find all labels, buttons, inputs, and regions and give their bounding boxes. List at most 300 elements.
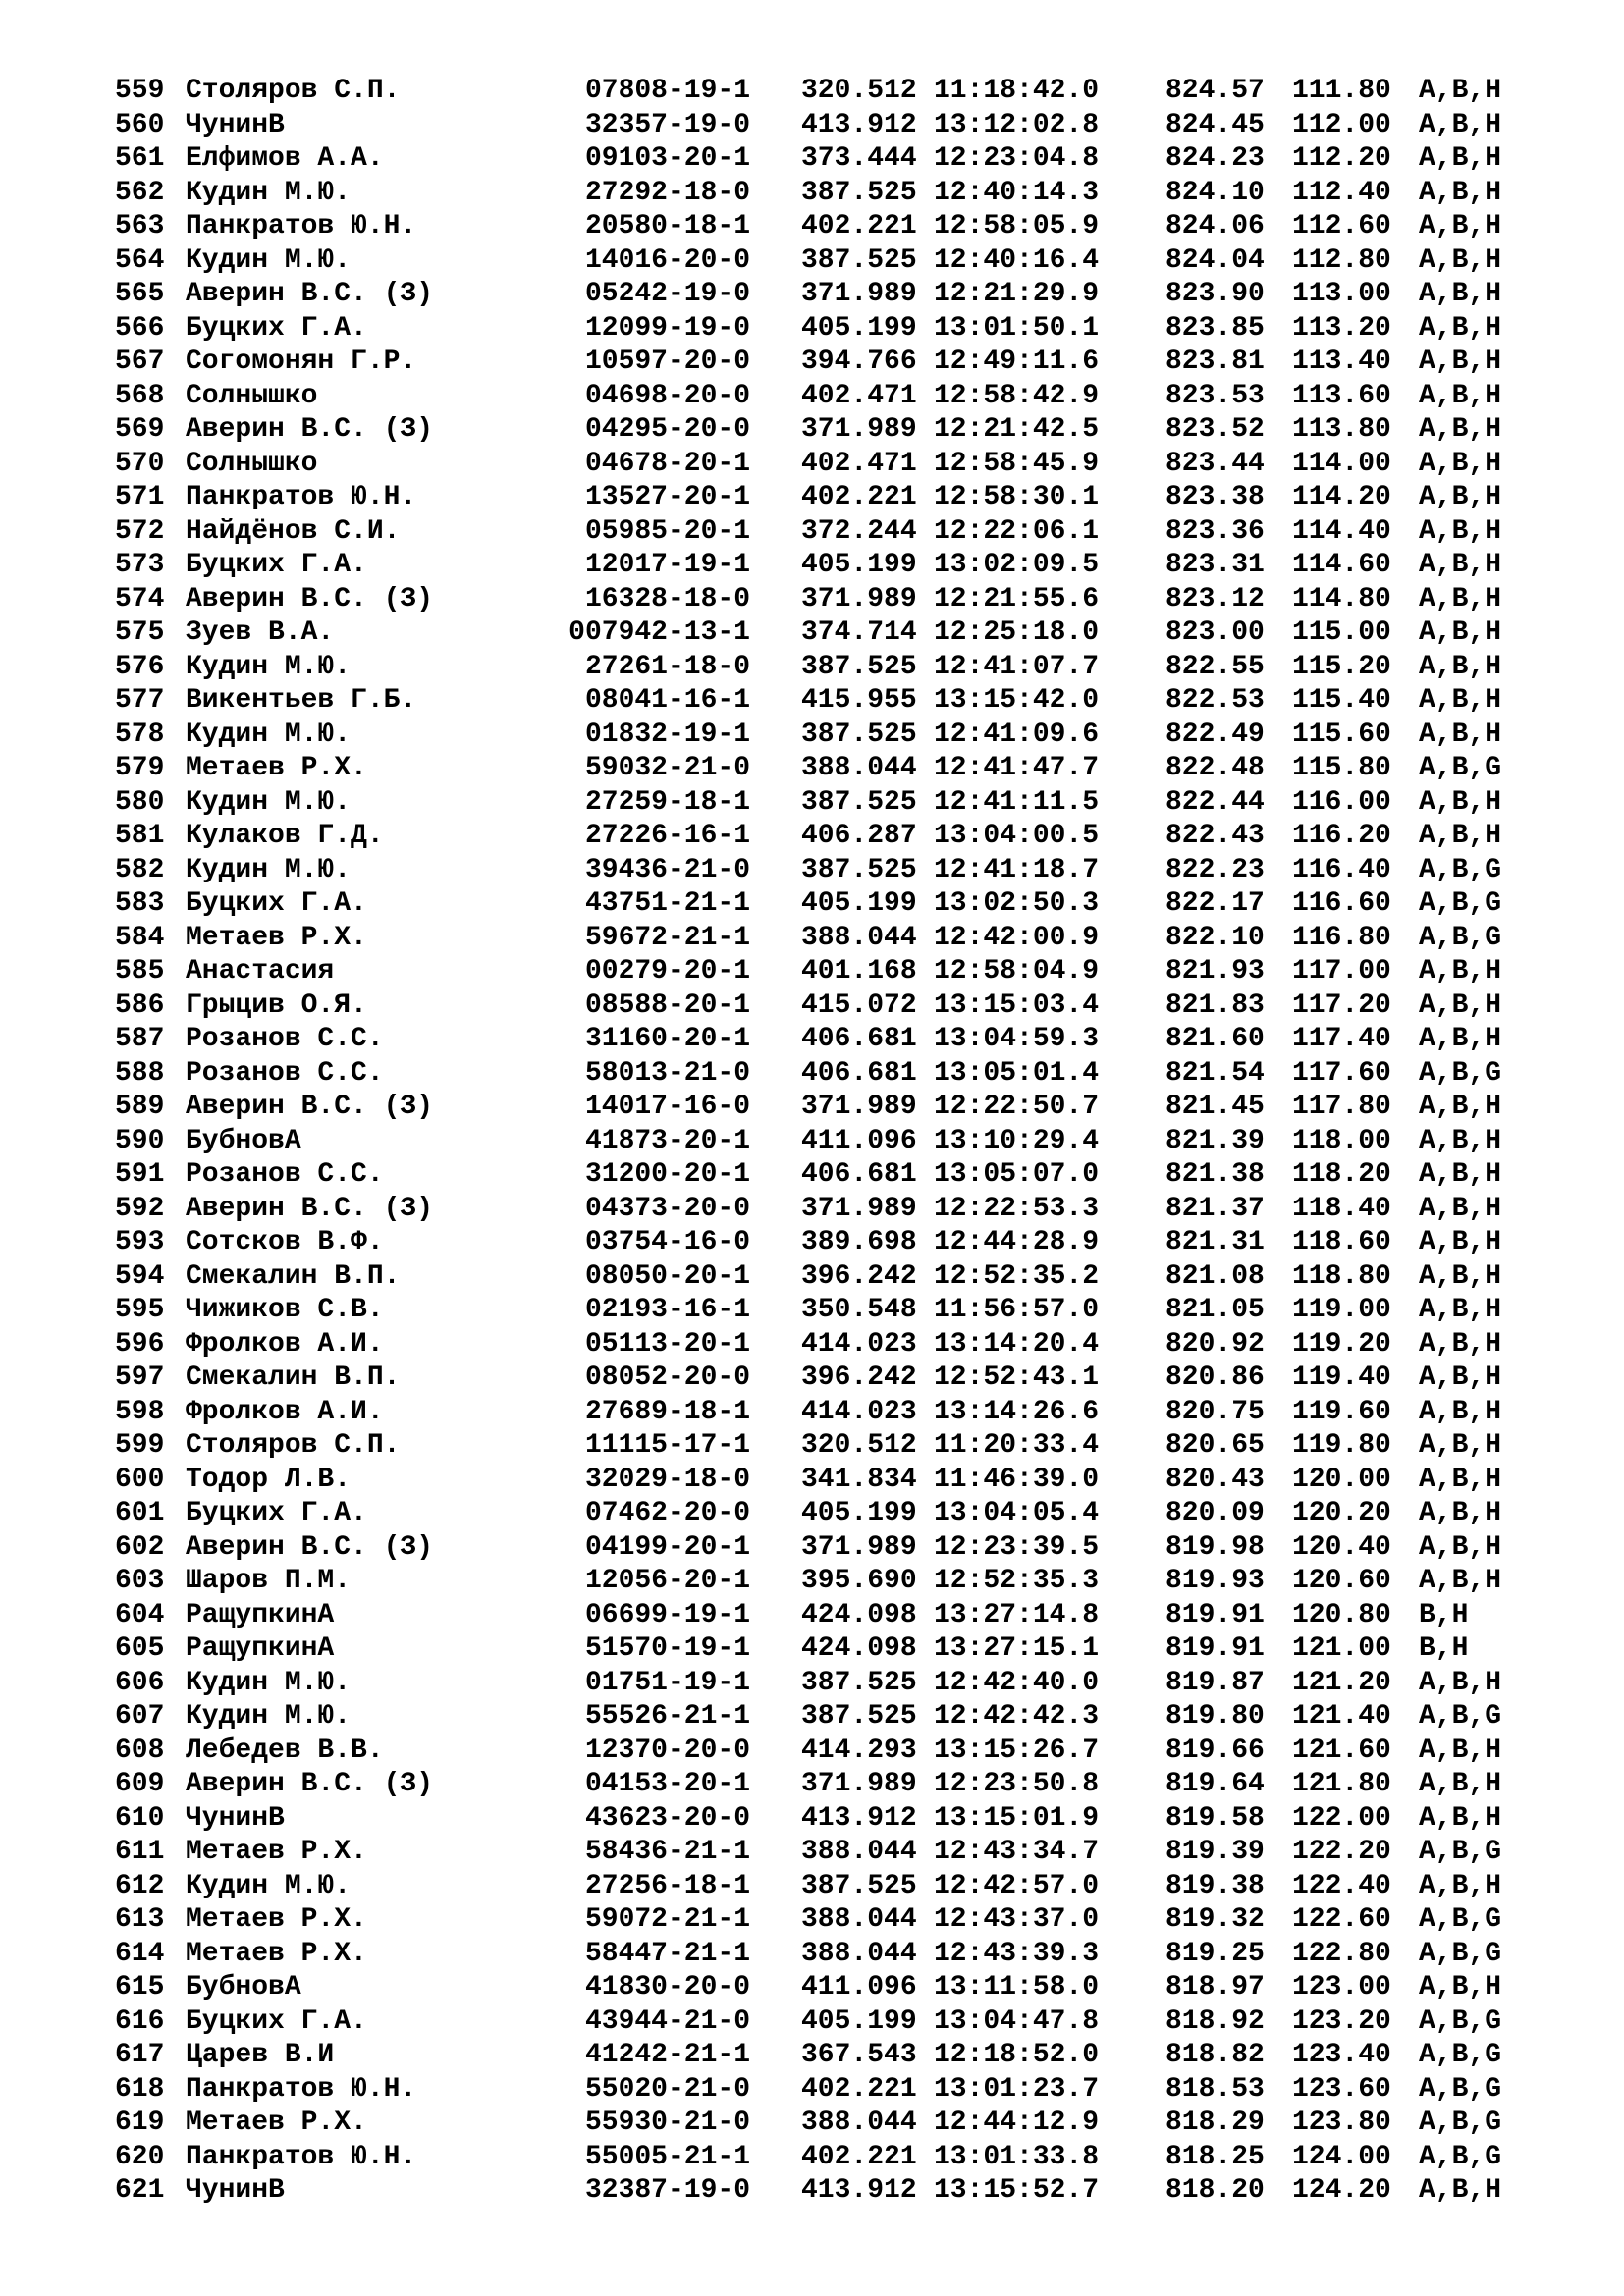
ring-number: 51570-19-1 xyxy=(584,1633,750,1664)
place-number: 575 xyxy=(115,617,165,648)
distance-value: 387.525 xyxy=(801,786,917,818)
category-codes: A,B,H xyxy=(1419,414,1502,445)
speed-value: 824.04 xyxy=(1165,244,1265,276)
speed-value: 821.37 xyxy=(1165,1193,1265,1224)
category-codes: A,B,H xyxy=(1419,685,1502,716)
category-codes: A,B,H xyxy=(1419,786,1502,818)
arrival-time: 12:49:11.6 xyxy=(934,347,1100,377)
points-value: 117.00 xyxy=(1292,956,1391,987)
fancier-name: РащупкинА xyxy=(186,1633,335,1664)
speed-value: 823.38 xyxy=(1165,482,1265,512)
points-value: 116.80 xyxy=(1292,922,1391,953)
arrival-time: 12:44:12.9 xyxy=(934,2108,1100,2138)
ring-number: 59032-21-0 xyxy=(584,753,750,783)
ring-number: 07808-19-1 xyxy=(584,76,750,106)
speed-value: 820.92 xyxy=(1165,1328,1265,1360)
fancier-name: Кудин М.Ю. xyxy=(186,244,352,276)
points-value: 116.00 xyxy=(1292,786,1391,818)
ring-number: 27256-18-1 xyxy=(584,1870,750,1901)
place-number: 595 xyxy=(115,1295,165,1325)
category-codes: A,B,G xyxy=(1419,1938,1502,1969)
ring-number: 03754-16-0 xyxy=(584,1227,750,1257)
fancier-name: Тодор Л.В. xyxy=(186,1464,352,1495)
place-number: 610 xyxy=(115,1802,165,1834)
category-codes: A,B,H xyxy=(1419,550,1502,580)
distance-value: 406.681 xyxy=(801,1057,917,1089)
ring-number: 12017-19-1 xyxy=(584,550,750,580)
distance-value: 413.912 xyxy=(801,1802,917,1834)
fancier-name: Аверин В.С. (З) xyxy=(186,583,434,614)
speed-value: 821.39 xyxy=(1165,1125,1265,1156)
points-value: 112.80 xyxy=(1292,244,1391,276)
ring-number: 27226-16-1 xyxy=(584,821,750,851)
speed-value: 819.93 xyxy=(1165,1566,1265,1596)
ring-number: 04678-20-1 xyxy=(584,448,750,479)
place-number: 580 xyxy=(115,786,165,818)
distance-value: 371.989 xyxy=(801,1193,917,1224)
points-value: 112.40 xyxy=(1292,177,1391,208)
points-value: 122.40 xyxy=(1292,1870,1391,1901)
place-number: 571 xyxy=(115,482,165,512)
points-value: 119.20 xyxy=(1292,1328,1391,1360)
category-codes: A,B,H xyxy=(1419,312,1502,344)
arrival-time: 12:58:05.9 xyxy=(934,211,1100,241)
fancier-name: РащупкинА xyxy=(186,1599,335,1630)
place-number: 570 xyxy=(115,448,165,479)
place-number: 618 xyxy=(115,2073,165,2105)
fancier-name: Зуев В.А. xyxy=(186,617,335,648)
arrival-time: 11:46:39.0 xyxy=(934,1464,1100,1495)
fancier-name: Буцких Г.А. xyxy=(186,1498,367,1528)
points-value: 120.60 xyxy=(1292,1566,1391,1596)
fancier-name: Метаев Р.Х. xyxy=(186,1938,367,1969)
arrival-time: 12:21:42.5 xyxy=(934,414,1100,445)
place-number: 560 xyxy=(115,109,165,140)
fancier-name: Кудин М.Ю. xyxy=(186,1701,352,1732)
ring-number: 08052-20-0 xyxy=(584,1362,750,1393)
speed-value: 822.17 xyxy=(1165,888,1265,919)
fancier-name: Фролков А.И. xyxy=(186,1396,384,1427)
category-codes: A,B,H xyxy=(1419,211,1502,241)
fancier-name: Найдёнов С.И. xyxy=(186,515,401,547)
ring-number: 06699-19-1 xyxy=(584,1599,750,1630)
place-number: 613 xyxy=(115,1904,165,1935)
arrival-time: 13:05:07.0 xyxy=(934,1159,1100,1190)
place-number: 582 xyxy=(115,854,165,885)
speed-value: 821.83 xyxy=(1165,989,1265,1021)
ring-number: 59072-21-1 xyxy=(584,1904,750,1935)
points-value: 121.60 xyxy=(1292,1735,1391,1766)
arrival-time: 12:52:35.3 xyxy=(934,1566,1100,1596)
distance-value: 414.293 xyxy=(801,1735,917,1766)
ring-number: 59672-21-1 xyxy=(584,922,750,953)
place-number: 569 xyxy=(115,414,165,445)
ring-number: 11115-17-1 xyxy=(584,1430,750,1461)
fancier-name: Розанов С.С. xyxy=(186,1024,384,1054)
arrival-time: 12:41:47.7 xyxy=(934,753,1100,783)
distance-value: 406.681 xyxy=(801,1024,917,1054)
speed-value: 819.80 xyxy=(1165,1701,1265,1732)
arrival-time: 12:42:00.9 xyxy=(934,922,1100,953)
points-value: 114.80 xyxy=(1292,583,1391,614)
arrival-time: 13:15:26.7 xyxy=(934,1735,1100,1766)
arrival-time: 13:12:02.8 xyxy=(934,109,1100,140)
speed-value: 819.64 xyxy=(1165,1769,1265,1799)
points-value: 115.40 xyxy=(1292,685,1391,716)
speed-value: 823.44 xyxy=(1165,448,1265,479)
fancier-name: Панкратов Ю.Н. xyxy=(186,482,417,512)
speed-value: 819.87 xyxy=(1165,1667,1265,1698)
distance-value: 405.199 xyxy=(801,1498,917,1528)
speed-value: 823.00 xyxy=(1165,617,1265,648)
ring-number: 27292-18-0 xyxy=(584,177,750,208)
fancier-name: Метаев Р.Х. xyxy=(186,753,367,783)
category-codes: A,B,H xyxy=(1419,1227,1502,1257)
points-value: 117.20 xyxy=(1292,989,1391,1021)
ring-number: 08041-16-1 xyxy=(584,685,750,716)
fancier-name: ЧунинВ xyxy=(186,109,285,140)
ring-number: 20580-18-1 xyxy=(584,211,750,241)
arrival-time: 11:18:42.0 xyxy=(934,76,1100,106)
place-number: 563 xyxy=(115,211,165,241)
speed-value: 822.55 xyxy=(1165,651,1265,682)
category-codes: A,B,H xyxy=(1419,1092,1502,1122)
arrival-time: 12:23:39.5 xyxy=(934,1531,1100,1563)
fancier-name: Аверин В.С. (З) xyxy=(186,1531,434,1563)
fancier-name: Буцких Г.А. xyxy=(186,888,367,919)
fancier-name: Царев В.И xyxy=(186,2040,335,2070)
place-number: 559 xyxy=(115,76,165,106)
distance-value: 389.698 xyxy=(801,1227,917,1257)
speed-value: 822.48 xyxy=(1165,753,1265,783)
ring-number: 41830-20-0 xyxy=(584,1972,750,2002)
arrival-time: 12:40:16.4 xyxy=(934,244,1100,276)
points-value: 115.00 xyxy=(1292,617,1391,648)
place-number: 573 xyxy=(115,550,165,580)
category-codes: A,B,H xyxy=(1419,651,1502,682)
place-number: 565 xyxy=(115,279,165,309)
fancier-name: Лебедев В.В. xyxy=(186,1735,384,1766)
ring-number: 27261-18-0 xyxy=(584,651,750,682)
distance-value: 405.199 xyxy=(801,2005,917,2037)
distance-value: 320.512 xyxy=(801,76,917,106)
speed-value: 823.81 xyxy=(1165,347,1265,377)
points-value: 122.00 xyxy=(1292,1802,1391,1834)
ring-number: 43944-21-0 xyxy=(584,2005,750,2037)
points-value: 113.20 xyxy=(1292,312,1391,344)
distance-value: 414.023 xyxy=(801,1396,917,1427)
arrival-time: 13:04:00.5 xyxy=(934,821,1100,851)
arrival-time: 13:05:01.4 xyxy=(934,1057,1100,1089)
fancier-name: ЧунинВ xyxy=(186,2175,285,2206)
distance-value: 373.444 xyxy=(801,143,917,174)
points-value: 119.60 xyxy=(1292,1396,1391,1427)
points-value: 123.40 xyxy=(1292,2040,1391,2070)
ring-number: 08588-20-1 xyxy=(584,989,750,1021)
ring-number: 09103-20-1 xyxy=(584,143,750,174)
place-number: 564 xyxy=(115,244,165,276)
arrival-time: 13:27:14.8 xyxy=(934,1599,1100,1630)
place-number: 566 xyxy=(115,312,165,344)
speed-value: 824.57 xyxy=(1165,76,1265,106)
ring-number: 02193-16-1 xyxy=(584,1295,750,1325)
points-value: 115.80 xyxy=(1292,753,1391,783)
points-value: 119.80 xyxy=(1292,1430,1391,1461)
category-codes: A,B,G xyxy=(1419,922,1502,953)
category-codes: B,H xyxy=(1419,1599,1469,1630)
distance-value: 388.044 xyxy=(801,1837,917,1867)
points-value: 120.40 xyxy=(1292,1531,1391,1563)
place-number: 600 xyxy=(115,1464,165,1495)
points-value: 117.60 xyxy=(1292,1057,1391,1089)
distance-value: 405.199 xyxy=(801,888,917,919)
place-number: 585 xyxy=(115,956,165,987)
speed-value: 822.23 xyxy=(1165,854,1265,885)
place-number: 606 xyxy=(115,1667,165,1698)
distance-value: 405.199 xyxy=(801,550,917,580)
points-value: 117.80 xyxy=(1292,1092,1391,1122)
fancier-name: Кудин М.Ю. xyxy=(186,1870,352,1901)
fancier-name: Метаев Р.Х. xyxy=(186,1837,367,1867)
speed-value: 818.29 xyxy=(1165,2108,1265,2138)
ring-number: 05113-20-1 xyxy=(584,1328,750,1360)
category-codes: A,B,H xyxy=(1419,515,1502,547)
distance-value: 387.525 xyxy=(801,1667,917,1698)
distance-value: 411.096 xyxy=(801,1972,917,2002)
speed-value: 820.09 xyxy=(1165,1498,1265,1528)
fancier-name: Смекалин В.П. xyxy=(186,1260,401,1292)
arrival-time: 12:43:39.3 xyxy=(934,1938,1100,1969)
points-value: 112.20 xyxy=(1292,143,1391,174)
category-codes: A,B,H xyxy=(1419,1735,1502,1766)
points-value: 117.40 xyxy=(1292,1024,1391,1054)
fancier-name: Панкратов Ю.Н. xyxy=(186,2141,417,2172)
points-value: 119.40 xyxy=(1292,1362,1391,1393)
arrival-time: 13:01:50.1 xyxy=(934,312,1100,344)
fancier-name: Сотсков В.Ф. xyxy=(186,1227,384,1257)
fancier-name: Буцких Г.А. xyxy=(186,312,367,344)
points-value: 118.80 xyxy=(1292,1260,1391,1292)
arrival-time: 12:40:14.3 xyxy=(934,177,1100,208)
place-number: 604 xyxy=(115,1599,165,1630)
distance-value: 402.221 xyxy=(801,2141,917,2172)
place-number: 619 xyxy=(115,2108,165,2138)
category-codes: A,B,H xyxy=(1419,719,1502,750)
category-codes: A,B,H xyxy=(1419,177,1502,208)
category-codes: A,B,H xyxy=(1419,1802,1502,1834)
speed-value: 822.10 xyxy=(1165,922,1265,953)
distance-value: 424.098 xyxy=(801,1633,917,1664)
ring-number: 14017-16-0 xyxy=(584,1092,750,1122)
speed-value: 821.45 xyxy=(1165,1092,1265,1122)
category-codes: A,B,H xyxy=(1419,1531,1502,1563)
arrival-time: 13:11:58.0 xyxy=(934,1972,1100,2002)
speed-value: 823.53 xyxy=(1165,380,1265,411)
category-codes: A,B,H xyxy=(1419,482,1502,512)
place-number: 581 xyxy=(115,821,165,851)
place-number: 574 xyxy=(115,583,165,614)
speed-value: 821.05 xyxy=(1165,1295,1265,1325)
category-codes: A,B,H xyxy=(1419,1295,1502,1325)
ring-number: 43623-20-0 xyxy=(584,1802,750,1834)
ring-number: 31200-20-1 xyxy=(584,1159,750,1190)
fancier-name: Кудин М.Ю. xyxy=(186,1667,352,1698)
place-number: 620 xyxy=(115,2141,165,2172)
ring-number: 27259-18-1 xyxy=(584,786,750,818)
place-number: 576 xyxy=(115,651,165,682)
arrival-time: 13:04:59.3 xyxy=(934,1024,1100,1054)
category-codes: A,B,H xyxy=(1419,1193,1502,1224)
points-value: 122.60 xyxy=(1292,1904,1391,1935)
distance-value: 394.766 xyxy=(801,347,917,377)
fancier-name: Солнышко xyxy=(186,380,318,411)
fancier-name: Солнышко xyxy=(186,448,318,479)
distance-value: 387.525 xyxy=(801,854,917,885)
ring-number: 04153-20-1 xyxy=(584,1769,750,1799)
fancier-name: Елфимов А.А. xyxy=(186,143,384,174)
speed-value: 821.31 xyxy=(1165,1227,1265,1257)
fancier-name: Буцких Г.А. xyxy=(186,550,367,580)
distance-value: 388.044 xyxy=(801,1938,917,1969)
category-codes: A,B,H xyxy=(1419,347,1502,377)
fancier-name: Розанов С.С. xyxy=(186,1057,384,1089)
points-value: 111.80 xyxy=(1292,76,1391,106)
arrival-time: 11:56:57.0 xyxy=(934,1295,1100,1325)
distance-value: 424.098 xyxy=(801,1599,917,1630)
distance-value: 402.471 xyxy=(801,448,917,479)
arrival-time: 12:58:45.9 xyxy=(934,448,1100,479)
distance-value: 402.221 xyxy=(801,2073,917,2105)
points-value: 120.80 xyxy=(1292,1599,1391,1630)
fancier-name: Согомонян Г.Р. xyxy=(186,347,417,377)
arrival-time: 13:04:47.8 xyxy=(934,2005,1100,2037)
place-number: 602 xyxy=(115,1531,165,1563)
distance-value: 374.714 xyxy=(801,617,917,648)
points-value: 116.40 xyxy=(1292,854,1391,885)
ring-number: 01751-19-1 xyxy=(584,1667,750,1698)
points-value: 112.00 xyxy=(1292,109,1391,140)
place-number: 601 xyxy=(115,1498,165,1528)
speed-value: 819.58 xyxy=(1165,1802,1265,1834)
category-codes: A,B,G xyxy=(1419,1057,1502,1089)
ring-number: 08050-20-1 xyxy=(584,1260,750,1292)
ring-number: 58013-21-0 xyxy=(584,1057,750,1089)
category-codes: A,B,H xyxy=(1419,617,1502,648)
arrival-time: 13:01:23.7 xyxy=(934,2073,1100,2105)
ring-number: 04295-20-0 xyxy=(584,414,750,445)
ring-number: 39436-21-0 xyxy=(584,854,750,885)
ring-number: 07462-20-0 xyxy=(584,1498,750,1528)
category-codes: A,B,H xyxy=(1419,1430,1502,1461)
arrival-time: 12:41:11.5 xyxy=(934,786,1100,818)
ring-number: 27689-18-1 xyxy=(584,1396,750,1427)
distance-value: 406.681 xyxy=(801,1159,917,1190)
arrival-time: 12:22:50.7 xyxy=(934,1092,1100,1122)
ring-number: 58436-21-1 xyxy=(584,1837,750,1867)
place-number: 590 xyxy=(115,1125,165,1156)
place-number: 616 xyxy=(115,2005,165,2037)
category-codes: A,B,H xyxy=(1419,1464,1502,1495)
speed-value: 821.38 xyxy=(1165,1159,1265,1190)
points-value: 119.00 xyxy=(1292,1295,1391,1325)
place-number: 567 xyxy=(115,347,165,377)
distance-value: 367.543 xyxy=(801,2040,917,2070)
arrival-time: 13:10:29.4 xyxy=(934,1125,1100,1156)
category-codes: B,H xyxy=(1419,1633,1469,1664)
arrival-time: 12:52:35.2 xyxy=(934,1260,1100,1292)
distance-value: 387.525 xyxy=(801,177,917,208)
points-value: 113.40 xyxy=(1292,347,1391,377)
distance-value: 395.690 xyxy=(801,1566,917,1596)
distance-value: 414.023 xyxy=(801,1328,917,1360)
category-codes: A,B,H xyxy=(1419,1498,1502,1528)
points-value: 118.20 xyxy=(1292,1159,1391,1190)
distance-value: 402.221 xyxy=(801,211,917,241)
points-value: 123.80 xyxy=(1292,2108,1391,2138)
place-number: 593 xyxy=(115,1227,165,1257)
ring-number: 04199-20-1 xyxy=(584,1531,750,1563)
distance-value: 371.989 xyxy=(801,279,917,309)
place-number: 578 xyxy=(115,719,165,750)
arrival-time: 12:22:06.1 xyxy=(934,515,1100,547)
place-number: 577 xyxy=(115,685,165,716)
points-value: 112.60 xyxy=(1292,211,1391,241)
place-number: 589 xyxy=(115,1092,165,1122)
place-number: 561 xyxy=(115,143,165,174)
speed-value: 819.66 xyxy=(1165,1735,1265,1766)
points-value: 123.00 xyxy=(1292,1972,1391,2002)
place-number: 583 xyxy=(115,888,165,919)
speed-value: 823.31 xyxy=(1165,550,1265,580)
fancier-name: Кулаков Г.Д. xyxy=(186,821,384,851)
place-number: 568 xyxy=(115,380,165,411)
arrival-time: 13:04:05.4 xyxy=(934,1498,1100,1528)
place-number: 609 xyxy=(115,1769,165,1799)
category-codes: A,B,H xyxy=(1419,583,1502,614)
place-number: 584 xyxy=(115,922,165,953)
fancier-name: Розанов С.С. xyxy=(186,1159,384,1190)
distance-value: 371.989 xyxy=(801,1531,917,1563)
speed-value: 818.53 xyxy=(1165,2073,1265,2105)
arrival-time: 13:15:03.4 xyxy=(934,989,1100,1021)
speed-value: 824.45 xyxy=(1165,109,1265,140)
distance-value: 371.989 xyxy=(801,1092,917,1122)
arrival-time: 13:15:42.0 xyxy=(934,685,1100,716)
place-number: 617 xyxy=(115,2040,165,2070)
speed-value: 823.12 xyxy=(1165,583,1265,614)
category-codes: A,B,H xyxy=(1419,1566,1502,1596)
category-codes: A,B,H xyxy=(1419,1260,1502,1292)
arrival-time: 13:27:15.1 xyxy=(934,1633,1100,1664)
category-codes: A,B,G xyxy=(1419,753,1502,783)
fancier-name: Метаев Р.Х. xyxy=(186,922,367,953)
points-value: 113.00 xyxy=(1292,279,1391,309)
fancier-name: Чижиков С.В. xyxy=(186,1295,384,1325)
distance-value: 413.912 xyxy=(801,109,917,140)
ring-number: 14016-20-0 xyxy=(584,244,750,276)
arrival-time: 13:15:01.9 xyxy=(934,1802,1100,1834)
speed-value: 819.98 xyxy=(1165,1531,1265,1563)
arrival-time: 11:20:33.4 xyxy=(934,1430,1100,1461)
place-number: 594 xyxy=(115,1260,165,1292)
category-codes: A,B,H xyxy=(1419,1328,1502,1360)
place-number: 579 xyxy=(115,753,165,783)
distance-value: 387.525 xyxy=(801,1701,917,1732)
points-value: 116.60 xyxy=(1292,888,1391,919)
fancier-name: Аверин В.С. (З) xyxy=(186,1092,434,1122)
fancier-name: Столяров С.П. xyxy=(186,76,401,106)
fancier-name: Анастасия xyxy=(186,956,335,987)
